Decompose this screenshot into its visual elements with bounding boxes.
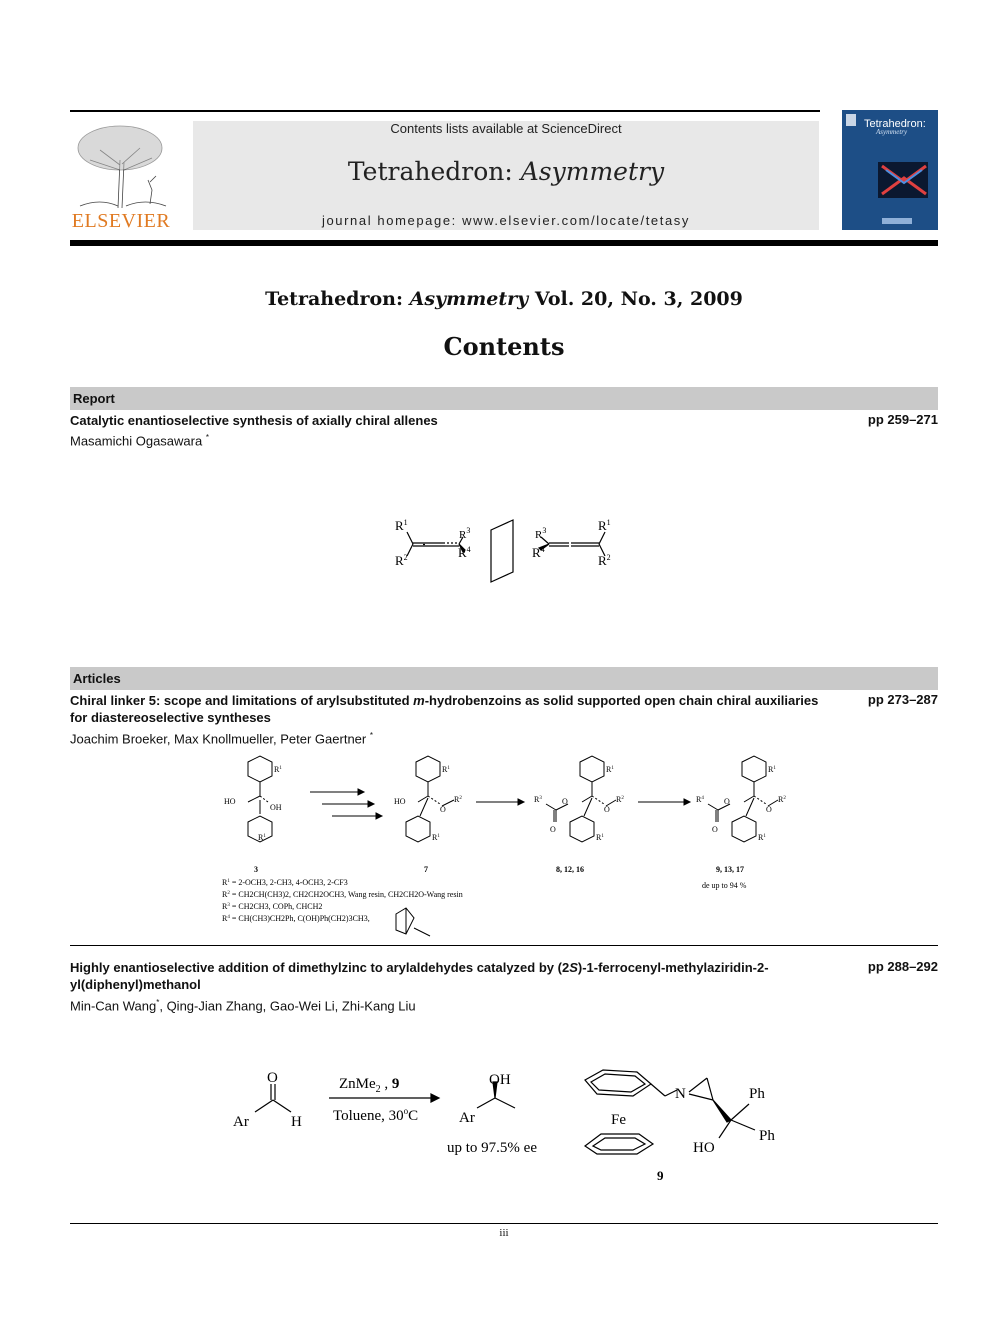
r3-left-label: $R^3$ (459, 526, 471, 541)
article-2-authors: Joachim Broeker, Max Knollmueller, Peter Gaertner * (70, 731, 373, 747)
article-1-title[interactable]: Catalytic enantioselective synthesis of axially chiral allenes (70, 413, 438, 428)
issue-volume-line: Tetrahedron: Asymmetry Vol. 20, No. 3, 2009 (265, 288, 743, 310)
r1-definition: $R^1 = 2-OCH3$, 2-CH3, 4-OCH3, 2-CF3 (222, 878, 348, 887)
elsevier-tree-logo (70, 120, 172, 210)
section-report: Report (70, 387, 938, 410)
footer-rule (70, 1223, 938, 1224)
cover-subtitle: Asymmetry (876, 128, 908, 136)
ph-label-1: Ph (749, 1086, 765, 1102)
catalyst-ho-label: HO (693, 1140, 715, 1156)
r1-label-9b: $R^1$ (758, 833, 766, 842)
o-label-8c: O (604, 805, 610, 814)
o-label-9a: O (724, 797, 730, 806)
publisher-wordmark: ELSEVIER (71, 210, 171, 232)
r4-right-label: $R^4$ (532, 545, 545, 560)
r1-label-8b: $R^1$ (596, 833, 604, 842)
r3-right-label: $R^3$ (535, 526, 547, 541)
r2-label-8: $R^2$ (616, 795, 624, 804)
aldehyde-h-label: H (291, 1114, 302, 1130)
o-label-8a: O (562, 797, 568, 806)
r2-label-7: $R^2$ (454, 795, 462, 804)
header-bottom-rule (70, 240, 938, 246)
allene-scheme (385, 510, 625, 585)
o-label-9b: O (712, 825, 718, 834)
o-label-7: O (440, 805, 446, 814)
r2-right-label: $R^2$ (598, 553, 611, 568)
compound-9-label: 9, 13, 17 (716, 865, 744, 874)
r2-left-label: $R^2$ (395, 553, 408, 568)
r4-left-label: $R^4$ (458, 545, 471, 560)
article-1-authors: Masamichi Ogasawara * (70, 433, 209, 449)
r3-definition: $R^3 = CH2CH3$, COPh, CHCH2 (222, 902, 323, 911)
ferrocene-fe-label: Fe (611, 1112, 626, 1128)
aldehyde-o-label: O (267, 1070, 278, 1086)
article-1-pages: pp 259–271 (867, 412, 938, 427)
product-oh-label: OH (489, 1072, 511, 1088)
aziridine-n-label: N (675, 1086, 686, 1102)
compound-7-label: 7 (424, 865, 428, 874)
article-2-title[interactable]: Chiral linker 5: scope and limitations of arylsubstituted m-hydrobenzoins as solid supported open chain chiral auxiliaries for diastereoselective syntheses (70, 693, 819, 725)
r1-label-3a: $R^1$ (274, 765, 282, 774)
compound-3-label: 3 (254, 865, 258, 874)
conditions-label: Toluene, 30$^o$C (333, 1106, 419, 1124)
r1-right-label: $R^1$ (598, 518, 611, 533)
r2-definition: $R^2 = CH2CH(CH3)2$, CH2CH2OCH3, Wang resin, CH2CH2O-Wang resin (222, 890, 463, 899)
contents-available-line: Contents lists available at ScienceDirect (390, 121, 622, 136)
page-number: iii (499, 1227, 509, 1239)
r3-label-8: $R^3$ (534, 795, 542, 804)
o-label-9c: O (766, 805, 772, 814)
r1-label-7b: $R^1$ (432, 833, 440, 842)
ee-label: up to 97.5% ee (447, 1140, 537, 1156)
dimethylzinc-scheme (225, 1062, 815, 1187)
header-top-rule (70, 110, 820, 112)
section-articles: Articles (70, 667, 938, 690)
article-3-title[interactable]: Highly enantioselective addition of dimethylzinc to arylaldehydes catalyzed by (2S)-1-ferrocenyl-methylaziridin-2-yl(diphenyl)methanol (70, 960, 769, 992)
r4-label-9: $R^4$ (696, 795, 704, 804)
contents-heading: Contents (443, 332, 565, 361)
r4-definition: $R^4 = CH(CH3)CH2Ph$, C(OH)Ph(CH2)3CH3, (222, 914, 370, 923)
aldehyde-ar-label: Ar (233, 1114, 249, 1130)
r1-label-8a: $R^1$ (606, 765, 614, 774)
catalyst-9-label: 9 (657, 1168, 664, 1183)
r1-label-9a: $R^1$ (768, 765, 776, 774)
reagent-label: ZnMe$_2$ , 9 (339, 1076, 400, 1095)
o-label-8b: O (550, 825, 556, 834)
article-3-pages: pp 288–292 (867, 959, 938, 974)
journal-homepage-link[interactable]: journal homepage: www.elsevier.com/locate/tetasy (321, 213, 690, 228)
article-divider (70, 945, 938, 946)
hydrobenzoin-scheme (218, 752, 798, 942)
journal-title: Tetrahedron: Asymmetry (347, 157, 665, 186)
r1-label-3b: $R^1$ (258, 833, 266, 842)
cover-title: Tetrahedron: (864, 118, 926, 130)
article-2-pages: pp 273–287 (867, 692, 938, 707)
ho-label-3: HO (224, 797, 236, 806)
compound-8-label: 8, 12, 16 (556, 865, 584, 874)
r1-left-label: $R^1$ (395, 518, 408, 533)
r2-label-9: $R^2$ (778, 795, 786, 804)
article-3-authors: Min-Can Wang*, Qing-Jian Zhang, Gao-Wei Li, Zhi-Kang Liu (70, 998, 416, 1014)
oh-label-3: OH (270, 803, 282, 812)
product-ar-label: Ar (459, 1110, 475, 1126)
r1-label-7a: $R^1$ (442, 765, 450, 774)
ho-label-7: HO (394, 797, 406, 806)
ph-label-2: Ph (759, 1128, 775, 1144)
de-label: de up to 94 % (702, 881, 747, 890)
